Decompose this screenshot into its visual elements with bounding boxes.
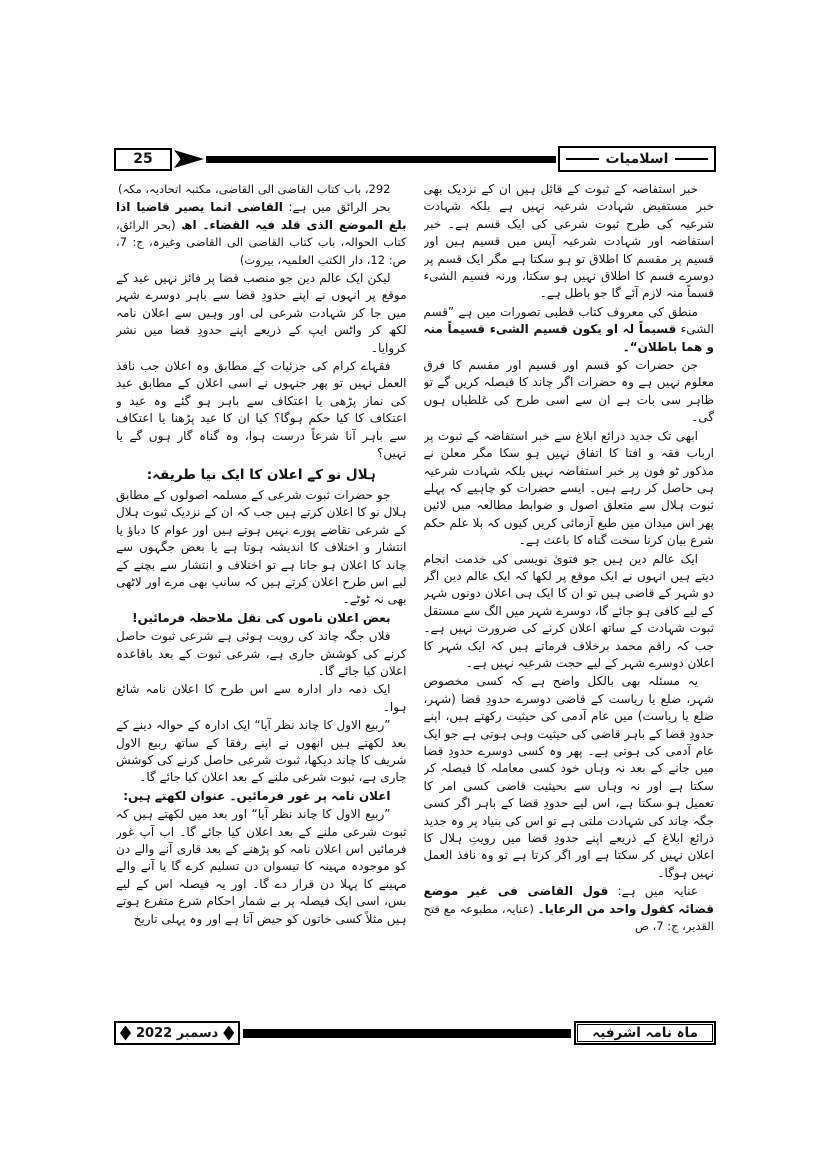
paragraph: ایک ذمہ دار ادارہ سے اس طرح کا اعلان نامہ شائع ہوا۔ <box>116 682 407 714</box>
arabic-quote: قول القاضی فی غیر موضع قضائہ کقول واحد من الرعایا۔ <box>423 884 714 916</box>
magazine-name-box <box>574 1021 716 1045</box>
paragraph-emphasis: اعلان نامہ پر غور فرمائیں۔ عنوان لکھتے ہیں: <box>123 788 391 803</box>
page-number: 25 <box>114 148 172 171</box>
section-title-box <box>558 146 716 172</box>
header-pennant-icon <box>174 150 204 168</box>
citation: (عنایہ، مطبوعہ مع فتح القدیر، ج: 7، ص <box>423 901 714 934</box>
issue-date-box <box>114 1021 240 1045</box>
magazine-name: ماہ نامہ اشرفیہ <box>592 1025 698 1041</box>
paragraph: جن حضرات کو قسم اور قسیم اور مقسم کا فرق معلوم نہیں ہے وہ حضرات اگر چاند کا فیصلہ کریں گے تو ظاہر سی بات ہے ان سے اسی طرح کی غلطیاں ہوں گی۔ <box>423 358 714 425</box>
paragraph <box>116 199 407 269</box>
text-run: منطق کی معروف کتاب قطبی تصورات میں ہے ”قسم الشیء <box>423 304 714 337</box>
paragraph-emphasis: بعض اعلان ناموں کی نقل ملاحظہ فرمائیں! <box>132 610 391 625</box>
text-run: بحر الرائق میں ہے: <box>288 200 391 215</box>
article-body <box>114 172 716 1020</box>
paragraph: فقہاے کرام کی جزئیات کے مطابق وہ اعلان جب نافذ العمل نہیں تو پھر جنہوں نے اسی اعلان کے مطابق عید کی نماز پڑھی یا اعتکاف سے باہر ہو گئے وہ عید و اعتکاف کا کیا حکم ہوگا؟ کیا ان کا عید پڑھنا یا اعتکاف سے باہر آنا شرعاً درست ہوا، وہ گناہ گار ہوں گے یا نہیں؟ <box>116 359 407 461</box>
page-header <box>114 146 716 172</box>
paragraph: ایک عالم دین ہیں جو فتویٰ نویسی کی خدمت انجام دیتے ہیں انہوں نے ایک موقع پر لکھا کہ ایک عالم دین اگر دو شہر کے قاضی ہیں تو ان کا ایک ہی اعلان دونوں شہر کے لیے کافی ہو جائے گا، دوسرے شہر میں الگ سے مستقل ثبوت شہادت کے ساتھ اعلان کرنے کی ضرورت نہیں ہے۔ جب کہ راقم محمد برخلاف فرماتے ہیں کہ ایک شہر کا اعلان دوسرے شہر کے لیے حجت شرعیہ نہیں ہے۔ <box>423 551 714 670</box>
paragraph: ”ربیع الاول کا چاند نظر آیا“ اور بعد میں لکھتے ہیں کہ ثبوت شرعی ملنے کے بعد اعلان کیا جائے گا۔ اب آپ غور فرمائیں اس اعلان نامہ کو پڑھنے کے بعد قاری آنے والے دن کو موجودہ مہینہ کا تیسواں دن تسلیم کرے گا یا آنے والے مہینے کا پہلا دن قرار دے گا۔ اور یہ فیصلہ اس کے لیے بس، اسی ایک فیصلہ پر بے شمار احکام شرع متفرع ہوتے ہیں مثلاً کسی خاتون کو حیض آتا ہے اور وہ پہلی تاریخ <box>116 807 407 926</box>
printed-page <box>114 146 716 1046</box>
arabic-quote: قسیماً لہ او یکون قسیم الشیء قسیماً منہ و ھما باطلان“۔ <box>423 322 714 354</box>
paragraph <box>424 883 715 935</box>
paragraph: خبر استفاضہ کے ثبوت کے قائل ہیں ان کے نزدیک بھی خبر مستفیض شہادت شرعیہ نہیں ہے بلکہ شہادت شرعیہ کی طرح ثبوت شرعی کی ایک قسم ہے۔ خبر استفاضہ اور شہادت شرعیہ آپس میں قسیم ہیں اور قسیم پر مقسم کا اطلاق تو ہو سکتا ہے مگر ایک قسم پر دوسرے قسم کا اطلاق نہیں ہو سکتا، ورنہ قسیم الشیء قسماً منہ لازم آئے گا جو باطل ہے۔ <box>423 182 714 301</box>
header-rule <box>206 156 556 163</box>
paragraph: فلاں جگہ چاند کی رویت ہوئی ہے شرعی ثبوت حاصل کرنے کی کوشش جاری ہے، شرعی ثبوت کے بعد باقاعدہ اعلان کیا جائے گا۔ <box>116 629 407 678</box>
column-right <box>424 181 715 1014</box>
paragraph: ”ربیع الاول کا چاند نظر آیا“ ایک ادارہ کے حوالہ دینے کے بعد لکھتے ہیں انھوں نے اپنے رفقا کے ساتھ ربیع الاول شریف کا چاند دیکھا، ثبوت شرعی حاصل کرنے کی کوشش جاری ہے، ثبوت شرعی ملنے کے بعد اعلان کیا جائے گا۔ <box>116 718 407 785</box>
column-left <box>116 181 407 1014</box>
section-heading: ہلال نو کے اعلان کا ایک نیا طریقہ: <box>146 466 376 483</box>
diamond-ornament-icon <box>223 1026 234 1041</box>
page-footer <box>114 1020 716 1046</box>
issue-date: دسمبر 2022 <box>136 1025 219 1041</box>
paragraph: ابھی تک جدید ذرائع ابلاغ سے خبر استفاضہ کے ثبوت پر ارباب فقہ و افتا کا اتفاق نہیں ہو سکا مگر معلن نے مذکور ٹو فون پر خبر استفاضہ نہیں بلکہ شہادت شرعیہ ہی حاصل کر رہے ہیں۔ ایسے حضرات کو چاہیے کہ پہلے ثبوت ہلال سے متعلق اصول و ضوابط مطالعہ میں لائیں پھر اس میدان میں طبع آزمائی کریں کیوں کہ بلا علم حکم شرع بیان کرنا سخت گناہ کا باعث ہے۔ <box>423 428 714 548</box>
arabic-quote: القاضی انما یصیر قاضیا اذا بلغ الموضع الذی قلد فیہ القضاء۔ اھ <box>116 200 407 232</box>
paragraph: لیکن ایک عالم دین جو منصب قضا پر فائز نہیں عید کے موقع پر انہوں نے اپنے حدودِ قضا سے باہر دوسرے شہر میں جا کر شہادت شرعی لی اور وہیں سے اعلان نامہ لکھ کر واٹس ایپ کے ذریعے اپنے حدودِ قضا میں نشر کروایا۔ <box>116 271 407 355</box>
text-run: عنایہ میں ہے: <box>617 884 698 899</box>
paragraph: جو حضرات ثبوت شرعی کے مسلمہ اصولوں کے مطابق ہلال نو کا اعلان کرتے ہیں جب کہ ان کے نزدیک ثبوت ہلال کے شرعی تقاضے پورے نہیں ہوتے ہیں اور عوام کا دباؤ یا انتشار و اختلاف کا اندیشہ ہوتا ہے یا بعض جگہوں سے چاند کا اعلان ہو جاتا ہے تو اختلاف و انتشار سے بچنے کے لیے اس طرح اعلان کرتے ہیں کہ سانپ بھی مرے اور لاٹھی بھی نہ ٹوٹے۔ <box>116 487 407 607</box>
section-title: اسلامیات <box>599 151 676 167</box>
footer-rule <box>243 1029 571 1038</box>
paragraph <box>424 304 715 356</box>
paragraph: یہ مسئلہ بھی بالکل واضح ہے کہ کسی مخصوص شہر، ضلع یا ریاست کے قاضی دوسرے حدودِ قضا (شہر، ضلع یا ریاست) میں عام آدمی کی حیثیت رکھتے ہیں، اپنے حدودِ قضا کے باہر قاضی کی حیثیت وہی ہوتی ہے جو ایک عام آدمی کی ہوتی ہے۔ پھر وہ کسی دوسرے حدودِ قضا میں جانے کے بعد نہ وہاں خود کسی معاملہ کا فیصلہ کر سکتا ہے اور نہ وہاں سے بحیثیت قاضی کسی امر کا تعمیل ہو سکتا ہے، اس لیے حدودِ قضا کے باہر اگر کسی جگہ چاند کی شہادت ملتی ہے تو اس کی بنیاد پر وہ جدید ذرائع ابلاغ کے ذریعے اپنے حدودِ قضا میں رویتِ ہلال کا اعلان نہیں کر سکتا ہے اور اگر کرتا ہے تو وہ نافذ العمل نہیں ہوگا۔ <box>423 674 714 880</box>
citation: (بحر الرائق، کتاب الحوالہ، باب کتاب القاضی الی القاضی وغیرہ، ج: 7، ص: 12، دار الکتب العلمیہ، بیروت) <box>116 217 407 267</box>
citation: 292، باب کتاب القاضی الی القاضی، مکتبہ اتحادیہ، مکہ) <box>118 182 391 196</box>
diamond-ornament-icon <box>120 1026 131 1041</box>
